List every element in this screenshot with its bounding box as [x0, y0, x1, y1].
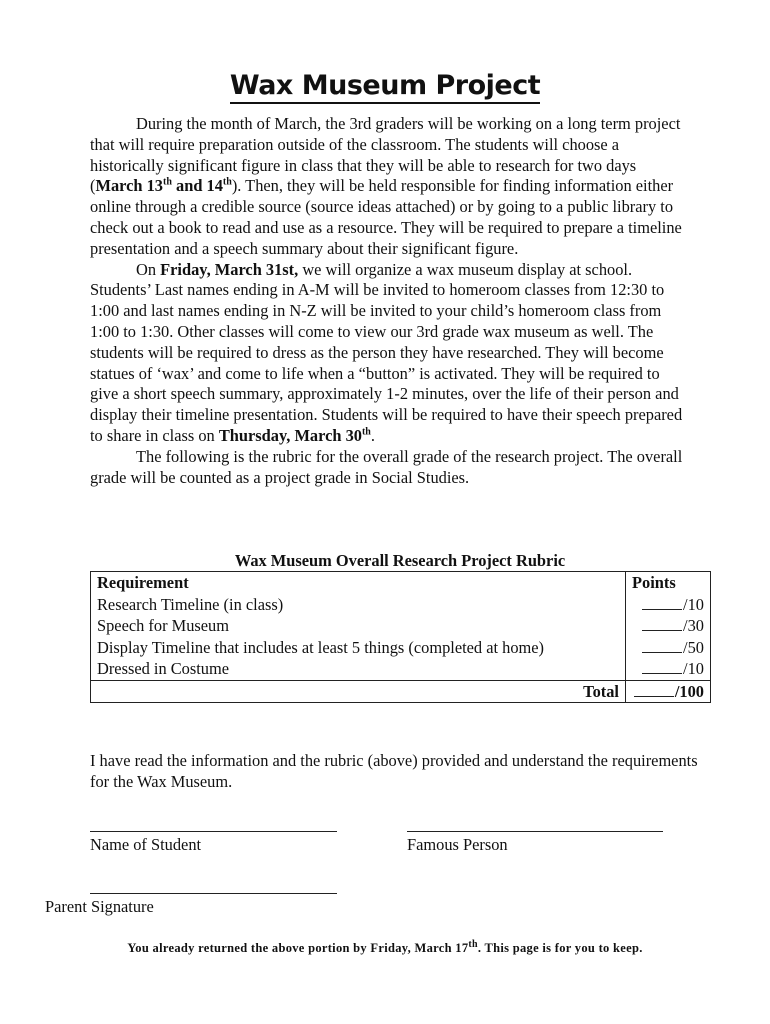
paragraph-1-text-a: During the month of March, the 3rd graders will be working on a long term project that will require preparation outside of the classroom. The students will choose a historically significant figure in class that they will be able to research for two days (: [90, 114, 681, 196]
score-blank[interactable]: [642, 616, 682, 631]
score-blank[interactable]: [642, 638, 682, 653]
points-max: /30: [683, 616, 704, 635]
points-max: /10: [683, 594, 704, 614]
paragraph-1-text-b: ). Then, they will be held responsible for finding information either online through a credible source (source ideas attached) or by going to a public library to check out a book to read and use as a resource. They will be required to prepare a timeline presentation and a speech summary about their significant figure.: [90, 176, 682, 258]
ordinal-suffix: th: [222, 176, 232, 188]
points-cell: [626, 637, 711, 659]
famous-person-label: Famous Person: [407, 835, 508, 854]
ordinal-suffix: th: [163, 176, 172, 188]
requirement-cell: Dressed in Costume: [91, 658, 626, 680]
points-max: /10: [683, 659, 704, 678]
table-row: [91, 658, 711, 680]
paragraph-2: [90, 260, 690, 447]
parent-signature-label: Parent Signature: [45, 897, 154, 916]
rubric-header-row: [91, 572, 711, 594]
table-row: [91, 615, 711, 637]
score-blank[interactable]: [642, 595, 682, 610]
rubric-title: Wax Museum Overall Research Project Rubric: [234, 551, 566, 570]
paragraph-1-bold-2: and 14: [171, 176, 223, 196]
requirement-cell: Speech for Museum: [91, 615, 626, 637]
total-points-cell: [626, 680, 711, 703]
paragraph-1: [90, 114, 690, 260]
points-max: /50: [683, 637, 704, 657]
student-signature-line[interactable]: [90, 831, 337, 832]
footer-text-a: You already returned the above portion by Friday, March 17: [127, 941, 469, 955]
paragraph-2-text-a: On: [136, 259, 161, 279]
points-cell: [626, 594, 711, 616]
points-cell: [626, 615, 711, 637]
parent-signature-line[interactable]: [90, 893, 337, 894]
paragraph-2-text-b: we will organize a wax museum display at school. Students’ Last names ending in A-M will be invited to homeroom classes from 12:30 to 1:00 and last names ending in N-Z will be invited to your child’s homeroom class from 1:00 to 1:30. Other classes will come to view our 3rd grade wax museum as well. The students will be required to dress as the person they have researched. They will become statues of ‘wax’ and come to life when a “button” is activated. They will be required to give a short speech summary, approximately 1-2 minutes, over the life of their person and display their timeline presentation. Students will be required to have their speech prepared to share in class on: [90, 259, 683, 445]
header-requirement: Requirement: [91, 572, 626, 594]
paragraph-2-text-c: .: [370, 425, 375, 445]
header-points: Points: [626, 572, 711, 594]
total-score-blank[interactable]: [634, 682, 674, 697]
paragraph-1-date-start: [95, 176, 231, 195]
total-row: [91, 680, 711, 703]
paragraph-3: The following is the rubric for the overall grade of the research project. The overall grade will be counted as a project grade in Social Studies.: [90, 446, 683, 487]
page-title-text: Wax Museum Project: [230, 70, 540, 104]
student-signature-label: Name of Student: [90, 835, 202, 854]
acknowledgement-text: I have read the information and the rubric (above) provided and understand the requirements for the Wax Museum.: [90, 751, 698, 791]
points-cell: [626, 658, 711, 680]
speech-due-date: [219, 426, 371, 445]
table-row: [91, 637, 711, 659]
table-row: [91, 594, 711, 616]
famous-person-line[interactable]: [407, 831, 663, 832]
museum-date: Friday, March 31st,: [160, 259, 299, 279]
footer-note: [0, 938, 770, 956]
total-label: Total: [91, 680, 626, 703]
ordinal-suffix: th: [361, 426, 371, 438]
page-title: [0, 70, 770, 101]
paragraph-1-bold-1: March 13: [95, 176, 163, 196]
footer-text-b: . This page is for you to keep.: [477, 941, 643, 955]
ordinal-suffix: th: [468, 938, 478, 950]
score-blank[interactable]: [642, 659, 682, 674]
intro-text: [90, 114, 690, 488]
total-points-max: /100: [674, 681, 704, 701]
requirement-cell: Display Timeline that includes at least 5 things (completed at home): [91, 637, 626, 659]
requirement-cell: Research Timeline (in class): [91, 594, 626, 616]
speech-due-date-text: Thursday, March 30: [218, 425, 362, 445]
rubric-table: [90, 571, 711, 703]
